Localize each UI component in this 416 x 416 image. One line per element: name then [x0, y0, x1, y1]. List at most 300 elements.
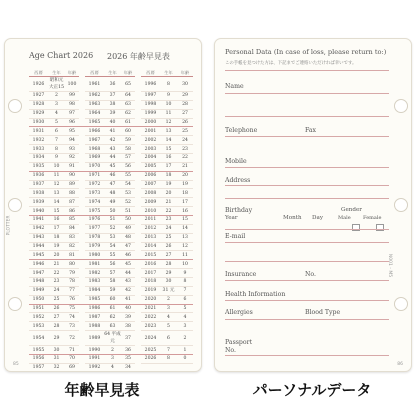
age-cell: 53: [121, 189, 135, 198]
age-row: [29, 100, 193, 109]
age-row: [29, 286, 193, 295]
age-cell: 8: [177, 278, 193, 287]
page-number: 85: [13, 362, 19, 367]
age-cell: 2013: [141, 233, 160, 242]
age-cell: 1937: [29, 180, 48, 189]
age-cell: 39: [104, 109, 121, 118]
insurance-label: Insurance: [225, 271, 257, 278]
age-cell: 17: [160, 162, 177, 171]
address-line-2[interactable]: [225, 198, 389, 199]
age-cell: 51: [104, 216, 121, 225]
age-cell: 2014: [141, 242, 160, 251]
header-year: 西暦: [29, 69, 48, 77]
age-cell: 90: [65, 171, 79, 180]
age-cell: 1969: [85, 154, 104, 163]
age-cell: 40: [104, 118, 121, 127]
age-cell: 30: [160, 278, 177, 287]
age-cell: 1955: [29, 346, 48, 355]
age-cell: 0: [177, 355, 193, 364]
age-cell: 73: [65, 322, 79, 331]
age-cell: 57: [121, 154, 135, 163]
age-cell: 19: [177, 180, 193, 189]
allergies-label: Allergies: [225, 309, 253, 316]
age-cell: 61: [121, 118, 135, 127]
age-cell: 1932: [29, 136, 48, 145]
age-cell: 1968: [85, 145, 104, 154]
address-label: Address: [225, 177, 251, 184]
age-cell: 26: [160, 242, 177, 251]
age-row: [29, 77, 193, 92]
age-cell: 1941: [29, 216, 48, 225]
age-row: [29, 154, 193, 163]
age-cell: 1930: [29, 118, 48, 127]
personal-data-caption: パーソナルデータ: [252, 381, 372, 399]
age-cell: 54: [121, 180, 135, 189]
age-cell: 20: [160, 189, 177, 198]
age-cell: 2020: [141, 295, 160, 304]
age-cell: 1985: [85, 295, 104, 304]
age-cell: 21: [48, 260, 65, 269]
age-cell: 1972: [85, 180, 104, 189]
age-cell: 1953: [29, 322, 48, 331]
allergies-line[interactable]: [225, 319, 389, 320]
year-label: Year: [225, 215, 238, 221]
age-cell: 88: [65, 189, 79, 198]
age-cell: 50: [104, 207, 121, 216]
age-cell: 1926: [29, 77, 48, 92]
age-cell: 14: [48, 198, 65, 207]
age-cell: 20: [48, 251, 65, 260]
age-row: [29, 198, 193, 207]
passport-label: Passport: [225, 339, 253, 346]
age-cell: 1988: [85, 322, 104, 331]
age-row: [29, 278, 193, 287]
age-cell: 7: [177, 286, 193, 295]
age-cell: 10: [177, 260, 193, 269]
age-cell: 2017: [141, 269, 160, 278]
age-cell: 3: [160, 304, 177, 313]
age-cell: 31 元: [160, 286, 177, 295]
age-cell: 3: [104, 355, 121, 364]
age-cell: 2: [48, 92, 65, 101]
age-cell: 9: [48, 154, 65, 163]
month-label: Month: [283, 215, 302, 221]
age-cell: 1967: [85, 136, 104, 145]
age-cell: 55: [121, 171, 135, 180]
telephone-label: Telephone: [225, 127, 258, 134]
age-cell: 昭和元 大正15: [48, 78, 65, 90]
age-chart-table: [29, 69, 193, 372]
age-cell: 2000: [141, 118, 160, 127]
email-label: E-mail: [225, 233, 246, 240]
age-cell: 6: [177, 295, 193, 304]
age-cell: 4: [160, 313, 177, 322]
age-cell: 71: [65, 346, 79, 355]
age-cell: 1928: [29, 100, 48, 109]
age-cell: 55: [104, 251, 121, 260]
age-cell: 2025: [141, 346, 160, 355]
age-cell: 61: [104, 304, 121, 313]
age-cell: 64: [121, 92, 135, 101]
age-row: [29, 216, 193, 225]
age-cell: 4: [48, 109, 65, 118]
age-cell: 1957: [29, 363, 48, 372]
age-cell: 94: [65, 136, 79, 145]
mobile-line[interactable]: [225, 167, 389, 168]
age-cell: 2012: [141, 224, 160, 233]
age-cell: 1944: [29, 242, 48, 251]
header-age: 年齢: [177, 69, 193, 77]
age-cell: 7: [160, 346, 177, 355]
age-cell: 17: [48, 224, 65, 233]
age-cell: 31: [48, 355, 65, 364]
age-cell: 10: [48, 162, 65, 171]
age-row: [29, 346, 193, 355]
insurance-line[interactable]: [225, 280, 389, 281]
age-cell: 1971: [85, 171, 104, 180]
age-cell: 77: [65, 286, 79, 295]
age-cell: 9: [160, 92, 177, 101]
age-cell: 2011: [141, 216, 160, 225]
age-cell: 10: [160, 100, 177, 109]
age-cell: 42: [104, 136, 121, 145]
age-cell: 1945: [29, 251, 48, 260]
age-cell: 52: [104, 224, 121, 233]
binder-hole: [394, 297, 408, 311]
age-cell: 45: [121, 260, 135, 269]
age-cell: 20: [177, 171, 193, 180]
age-cell: 1999: [141, 109, 160, 118]
age-chart-page: [4, 38, 202, 372]
age-cell: 2: [104, 346, 121, 355]
age-cell: 2024: [141, 331, 160, 346]
age-cell: 56: [121, 162, 135, 171]
health-line[interactable]: [225, 300, 389, 301]
age-cell: 58: [104, 278, 121, 287]
age-row: [29, 224, 193, 233]
header-age: 年齢: [121, 69, 135, 77]
age-cell: 1939: [29, 198, 48, 207]
age-cell: 60: [121, 127, 135, 136]
address-line[interactable]: [225, 185, 389, 186]
age-cell: 25: [160, 233, 177, 242]
age-cell: 98: [65, 100, 79, 109]
age-cell: 22: [48, 269, 65, 278]
age-cell: 1998: [141, 100, 160, 109]
age-cell: 3: [177, 322, 193, 331]
age-cell: 43: [104, 145, 121, 154]
email-line-2[interactable]: [225, 261, 389, 262]
age-cell: 23: [177, 145, 193, 154]
age-cell: 12: [48, 180, 65, 189]
age-cell: 1992: [85, 363, 104, 372]
age-cell: 1952: [29, 313, 48, 322]
birthday-line[interactable]: [225, 229, 389, 230]
age-cell: 1933: [29, 145, 48, 154]
age-cell: 1943: [29, 233, 48, 242]
health-label: Health Information: [225, 291, 286, 298]
age-cell: 1: [177, 346, 193, 355]
age-cell: 36: [104, 77, 121, 92]
age-cell: 1983: [85, 278, 104, 287]
age-cell: 36: [121, 346, 135, 355]
age-cell: 48: [121, 233, 135, 242]
age-cell: 41: [121, 295, 135, 304]
age-cell: 16: [48, 216, 65, 225]
age-cell: 62: [104, 313, 121, 322]
age-cell: 34: [121, 363, 135, 372]
age-row: [29, 260, 193, 269]
age-cell: 1942: [29, 224, 48, 233]
age-cell: 76: [65, 295, 79, 304]
age-cell: 85: [65, 216, 79, 225]
age-cell: 1929: [29, 109, 48, 118]
age-row: [29, 233, 193, 242]
age-cell: 1978: [85, 233, 104, 242]
age-row: [29, 269, 193, 278]
age-cell: 42: [121, 286, 135, 295]
page-number: 86: [397, 362, 403, 367]
age-cell: 18: [48, 233, 65, 242]
age-cell: 2010: [141, 207, 160, 216]
binder-hole: [394, 198, 408, 212]
age-cell: 65: [121, 77, 135, 92]
age-cell: 44: [121, 269, 135, 278]
age-cell: 1982: [85, 269, 104, 278]
age-cell: 50: [121, 216, 135, 225]
age-cell: 81: [65, 251, 79, 260]
age-cell: 1975: [85, 207, 104, 216]
age-cell: 2021: [141, 304, 160, 313]
age-cell: 25: [177, 127, 193, 136]
age-cell: 2001: [141, 127, 160, 136]
age-cell: 45: [104, 162, 121, 171]
gender-label: Gender: [341, 207, 362, 213]
age-cell: 63: [104, 322, 121, 331]
age-cell: 2005: [141, 162, 160, 171]
age-cell: 1974: [85, 198, 104, 207]
age-cell: 2023: [141, 322, 160, 331]
age-row: [29, 180, 193, 189]
age-cell: 2007: [141, 180, 160, 189]
age-row: [29, 171, 193, 180]
age-cell: 30: [177, 77, 193, 92]
age-cell: 80: [65, 260, 79, 269]
day-label: Day: [312, 215, 323, 221]
age-cell: 28: [48, 322, 65, 331]
age-cell: 93: [65, 145, 79, 154]
age-cell: 1961: [85, 77, 104, 92]
age-cell: 26: [48, 304, 65, 313]
age-cell: 97: [65, 109, 79, 118]
age-cell: 1947: [29, 269, 48, 278]
age-cell: 64 平成元: [104, 332, 121, 345]
age-cell: 15: [177, 216, 193, 225]
age-cell: 37: [121, 331, 135, 346]
binder-hole: [394, 99, 408, 113]
age-cell: 13: [160, 127, 177, 136]
age-cell: 57: [104, 269, 121, 278]
age-cell: 87: [65, 198, 79, 207]
age-cell: 5: [177, 304, 193, 313]
age-cell: 1935: [29, 162, 48, 171]
age-cell: 48: [104, 189, 121, 198]
age-cell: 25: [48, 295, 65, 304]
age-cell: 1970: [85, 162, 104, 171]
age-cell: 5: [160, 322, 177, 331]
age-cell: 2026: [141, 355, 160, 364]
age-cell: [160, 363, 177, 372]
header-era: 生年: [104, 69, 121, 77]
age-cell: 38: [121, 322, 135, 331]
age-cell: 1965: [85, 118, 104, 127]
insurance-no-label: No.: [305, 271, 316, 278]
email-line[interactable]: [225, 242, 389, 243]
age-cell: 70: [65, 355, 79, 364]
age-cell: 8: [48, 145, 65, 154]
mobile-label: Mobile: [225, 158, 247, 165]
return-note: この手帳を見つけた方は、下記までご連絡いただければ幸いです。: [225, 61, 357, 66]
age-cell: 23: [48, 278, 65, 287]
age-row: [29, 189, 193, 198]
age-cell: 1940: [29, 207, 48, 216]
age-row: [29, 295, 193, 304]
age-cell: 18: [160, 171, 177, 180]
binder-hole: [8, 99, 22, 113]
age-cell: 4: [104, 363, 121, 372]
age-cell: 22: [177, 154, 193, 163]
age-cell: 1980: [85, 251, 104, 260]
age-row: [29, 109, 193, 118]
age-cell: 1964: [85, 109, 104, 118]
age-cell: 29: [177, 92, 193, 101]
age-cell: 2: [177, 331, 193, 346]
age-cell: 54: [104, 242, 121, 251]
age-row: [29, 355, 193, 364]
age-cell: 35: [121, 355, 135, 364]
age-cell: 27: [160, 251, 177, 260]
age-cell: 27: [48, 313, 65, 322]
age-cell: 8: [160, 355, 177, 364]
telephone-line[interactable]: [225, 136, 389, 137]
age-cell: 1936: [29, 171, 48, 180]
age-cell: 40: [121, 304, 135, 313]
age-cell: 1963: [85, 100, 104, 109]
age-cell: 15: [48, 207, 65, 216]
age-cell: 11: [48, 171, 65, 180]
age-cell: 95: [65, 127, 79, 136]
age-cell: 1956: [29, 355, 48, 364]
age-cell: 1996: [141, 77, 160, 92]
age-cell: 28: [177, 100, 193, 109]
age-cell: 2008: [141, 189, 160, 198]
age-cell: 2018: [141, 278, 160, 287]
passport-line[interactable]: [225, 355, 389, 356]
age-cell: 1997: [141, 92, 160, 101]
age-cell: 46: [104, 171, 121, 180]
age-cell: 29: [48, 331, 65, 346]
age-cell: 2004: [141, 154, 160, 163]
age-cell: 96: [65, 118, 79, 127]
age-cell: 59: [121, 136, 135, 145]
header-year: 西暦: [141, 69, 160, 77]
age-row: [29, 251, 193, 260]
age-cell: 82: [65, 242, 79, 251]
age-cell: 30: [48, 346, 65, 355]
age-cell: 86: [65, 207, 79, 216]
age-row: [29, 145, 193, 154]
age-cell: 91: [65, 162, 79, 171]
age-cell: 2016: [141, 260, 160, 269]
age-cell: 2006: [141, 171, 160, 180]
age-cell: 99: [65, 92, 79, 101]
age-cell: 1976: [85, 216, 104, 225]
name-line[interactable]: [225, 93, 389, 94]
age-cell: 79: [65, 269, 79, 278]
age-cell: 12: [160, 118, 177, 127]
blood-type-label: Blood Type: [305, 309, 341, 316]
age-cell: 69: [65, 363, 79, 372]
age-cell: 44: [104, 154, 121, 163]
passport-no-label: No.: [225, 347, 236, 354]
age-row: [29, 242, 193, 251]
age-cell: 23: [160, 216, 177, 225]
age-cell: 2022: [141, 313, 160, 322]
age-cell: 32: [48, 363, 65, 372]
age-cell: 5: [48, 118, 65, 127]
age-cell: 9: [177, 269, 193, 278]
age-cell: 14: [177, 224, 193, 233]
age-row: [29, 92, 193, 101]
age-cell: 62: [121, 109, 135, 118]
binder-hole: [8, 198, 22, 212]
age-row: [29, 207, 193, 216]
age-cell: 19: [160, 180, 177, 189]
age-cell: 84: [65, 224, 79, 233]
age-row: [29, 136, 193, 145]
age-cell: 49: [104, 198, 121, 207]
personal-data-title: Personal Data (In case of loss, please return to:): [225, 48, 387, 56]
age-cell: 1984: [85, 286, 104, 295]
age-cell: 21: [160, 198, 177, 207]
age-cell: 16: [160, 154, 177, 163]
age-cell: 2: [160, 295, 177, 304]
female-label: Female: [363, 215, 382, 221]
age-row: [29, 162, 193, 171]
age-cell: 7: [48, 136, 65, 145]
age-cell: 1949: [29, 286, 48, 295]
age-cell: 56: [104, 260, 121, 269]
age-chart-body: [29, 77, 193, 373]
age-cell: 100: [65, 77, 79, 92]
age-cell: 1962: [85, 92, 104, 101]
header-year: 西暦: [85, 69, 104, 77]
age-cell: 59: [104, 286, 121, 295]
age-cell: 11: [177, 251, 193, 260]
name-line-2[interactable]: [225, 116, 389, 117]
age-cell: 2019: [141, 286, 160, 295]
age-cell: 28: [160, 260, 177, 269]
age-cell: 13: [48, 189, 65, 198]
age-cell: 1931: [29, 127, 48, 136]
age-cell: 75: [65, 304, 79, 313]
age-cell: 39: [121, 313, 135, 322]
age-cell: 1954: [29, 331, 48, 346]
age-cell: [141, 363, 160, 372]
age-cell: 41: [104, 127, 121, 136]
age-cell: 1934: [29, 154, 48, 163]
age-row: [29, 313, 193, 322]
